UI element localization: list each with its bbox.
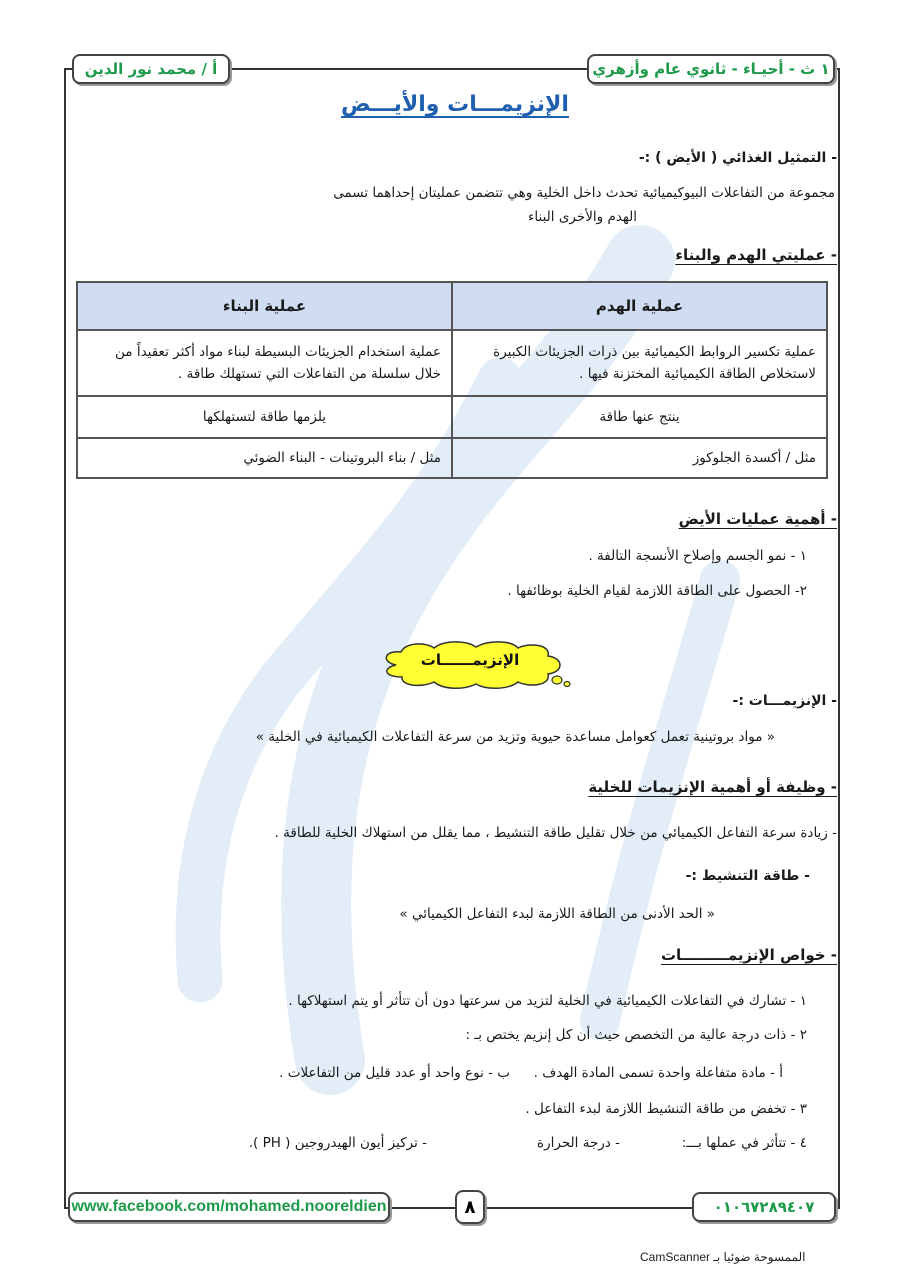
table-cell: مثل / بناء البروتينات - البناء الضوئي	[77, 438, 452, 478]
property-item-4-temperature: - درجة الحرارة	[537, 1135, 620, 1151]
metabolism-definition-line2: الهدم والأخرى البناء	[528, 209, 637, 225]
frame-left-line	[64, 68, 66, 1208]
table-cell: ينتج عنها طاقة	[452, 396, 827, 438]
table-row	[77, 330, 827, 396]
teacher-name-badge: أ / محمد نور الدين	[72, 54, 230, 84]
catabolism-anabolism-table	[76, 281, 828, 479]
importance-item-1: ١ - نمو الجسم وإصلاح الأنسجة التالفة .	[588, 548, 807, 564]
table-header-anabolism: عملية البناء	[77, 282, 452, 330]
table-cell: عملية استخدام الجزيئات البسيطة لبناء مواد أكثر تعقيداً من خلال سلسلة من التفاعلات التي تستهلك طاقة .	[77, 330, 452, 396]
property-item-3: ٣ - تخفض من طاقة التنشيط اللازمة لبدء التفاعل .	[525, 1101, 807, 1117]
importance-heading: - أهمية عمليات الأيض	[678, 510, 837, 528]
page-title: الإنزيمـــات والأيـــض	[341, 92, 569, 117]
property-item-2a: أ - مادة متفاعلة واحدة تسمى المادة الهدف .	[533, 1065, 783, 1081]
table-cell: عملية تكسير الروابط الكيميائية بين ذرات الجزيئات الكبيرة لاستخلاص الطاقة الكيميائية المختزنة فيها .	[452, 330, 827, 396]
property-item-4-lead: ٤ - تتأثر في عملها بـــ:	[681, 1135, 807, 1151]
enzymes-definition: « مواد بروتينية تعمل كعوامل مساعدة حيوية وتزيد من سرعة التفاعلات الكيميائية في الخلية »	[255, 729, 775, 745]
activation-energy-heading: - طاقة التنشيط :-	[685, 868, 810, 884]
table-cell: مثل / أكسدة الجلوكوز	[452, 438, 827, 478]
table-row	[77, 438, 827, 478]
table-header-catabolism: عملية الهدم	[452, 282, 827, 330]
processes-heading: - عمليتي الهدم والبناء	[675, 246, 837, 264]
function-heading: - وظيفة أو أهمية الإنزيمات للخلية	[588, 778, 837, 796]
frame-right-line	[838, 68, 840, 1208]
camscanner-note: الممسوحة ضوئيا بـ CamScanner	[640, 1250, 806, 1264]
page-number: ٨	[455, 1190, 485, 1224]
property-item-4-ph: - تركيز أيون الهيدروجين ( PH ).	[248, 1135, 427, 1151]
properties-heading: - خواص الإنزيمـــــــــات	[660, 946, 837, 964]
activation-energy-definition: « الحد الأدنى من الطاقة اللازمة لبدء التفاعل الكيميائي »	[399, 906, 715, 922]
enzymes-heading: - الإنزيمـــات :-	[732, 693, 837, 709]
property-item-2: ٢ - ذات درجة عالية من التخصص حيث أن كل إنزيم يختص بـ :	[465, 1027, 807, 1043]
property-item-2b: ب - نوع واحد أو عدد قليل من التفاعلات .	[279, 1065, 510, 1081]
table-cell: يلزمها طاقة لتستهلكها	[77, 396, 452, 438]
property-item-1: ١ - تشارك في التفاعلات الكيميائية في الخلية لتزيد من سرعتها دون أن تتأثر أو يتم استهلاكها .	[288, 993, 807, 1009]
table-row	[77, 396, 827, 438]
facebook-link[interactable]: www.facebook.com/mohamed.nooreldien	[68, 1192, 390, 1222]
phone-number: ٠١٠٦٧٢٨٩٤٠٧	[692, 1192, 836, 1222]
importance-item-2: ٢- الحصول على الطاقة اللازمة لقيام الخلية بوظائفها .	[507, 583, 807, 599]
function-text: - زيادة سرعة التفاعل الكيميائي من خلال تقليل طاقة التنشيط ، مما يقلل من استهلاك الخلية للطاقة .	[274, 825, 837, 841]
class-label-badge: ١ ث - أحيـاء - ثانوي عام وأزهري	[587, 54, 835, 84]
cloud-label: الإنزيمــــــات	[420, 651, 520, 669]
metabolism-definition-line1: مجموعة من التفاعلات البيوكيميائية تحدث داخل الخلية وهي تتضمن عمليتان إحداهما تسمى	[333, 185, 835, 201]
metabolism-heading: - التمثيل الغذائي ( الأيض ) :-	[638, 150, 837, 166]
